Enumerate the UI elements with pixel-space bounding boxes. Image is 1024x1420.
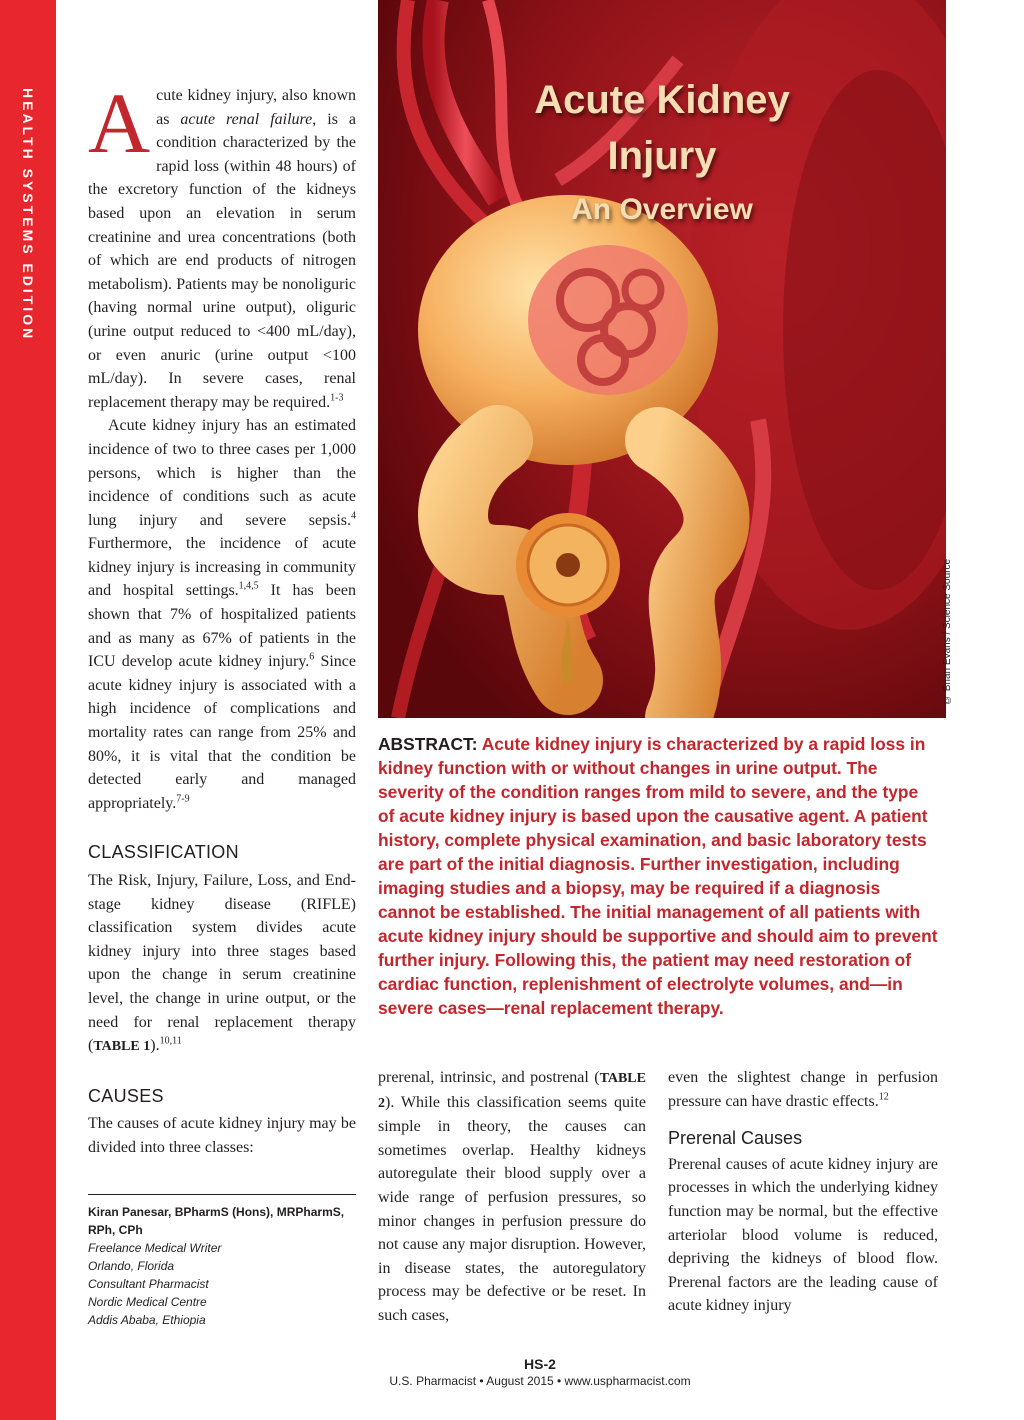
col3-paragraph-2: Prerenal causes of acute kidney injury are processes in which the underlying kidney function may be normal, but the effective arteriolar blood volume is reduced, depriving the kidneys of blood flow. Prerenal factors are the leading cause of acute kidney injury — [668, 1155, 938, 1315]
author-affiliation-line: Orlando, Florida — [88, 1259, 175, 1273]
sidebar-band — [0, 0, 56, 1420]
body-column-3 — [668, 1066, 938, 1318]
table-2-reference: TABLE 2 — [378, 1071, 646, 1111]
body-column-2 — [378, 1066, 646, 1328]
reference-superscript: 6 — [309, 651, 315, 663]
hero-title-line-2: Injury — [607, 134, 717, 178]
causes-heading: CAUSES — [88, 1085, 164, 1106]
author-name: Kiran Panesar, BPharmS (Hons), MRPharmS, RPh, CPh — [88, 1205, 345, 1237]
author-affiliation-line: Addis Ababa, Ethiopia — [88, 1313, 206, 1327]
causes-paragraph: The causes of acute kidney injury may be divided into three classes: — [88, 1115, 356, 1156]
intro-column — [88, 75, 357, 1160]
hero-title-line-1: Acute Kidney — [534, 78, 790, 122]
author-affiliation-line: Consultant Pharmacist — [88, 1277, 209, 1291]
author-affiliation-line: Nordic Medical Centre — [88, 1295, 207, 1309]
reference-superscript: 4 — [351, 510, 356, 522]
reference-superscript: 1-3 — [330, 392, 344, 404]
classification-paragraph: The Risk, Injury, Failure, Loss, and End-stage kidney disease (RIFLE) classification system divides acute kidney injury into three stages based upon the change in serum creatinine level, the change in urine output, or the need for renal replacement therapy (TABLE 1).$^{10,11}$ — [88, 872, 356, 1055]
abstract-label: ABSTRACT: — [378, 734, 478, 754]
col2-paragraph: prerenal, intrinsic, and postrenal (TABLE 2). While this classification seems quite simple in theory, the causes can sometimes overlap. Healthy kidneys autoregulate their blood supply over a wide range of perfusion pressures, so minor changes in perfusion pressure do not cause any major disruption. However, in disease states, the autoregulatory process may be defective or be reset. In such cases, — [378, 1069, 646, 1324]
photo-credit: © Brian Evans / Science Source — [942, 558, 953, 705]
abstract-text: Acute kidney injury is characterized by a rapid loss in kidney function with or without changes in urine output. The severity of the condition ranges from mild to severe, and the type of acute kidney injury is based upon the causative agent. A patient history, complete physical examination, and basic laboratory tests are part of the initial diagnosis. Further investigation, including imaging studies and a biopsy, may be required if a diagnosis cannot be established. The initial management of all patients with acute kidney injury should be supportive and should aim to prevent further injury. Following this, the patient may need restoration of cardiac function, replenishment of electrolyte volumes, and—in severe cases—renal replacement therapy. — [378, 734, 938, 1018]
intro-paragraph-1: Acute kidney injury, also known as acute renal failure, is a condition characterized by the rapid loss (within 48 hours) of the excretory function of the kidneys based upon an elevation in serum creatinine and urea concentrations (both of which are end products of nitrogen metabolism). Patients may be nonoliguric (having normal urine output), oliguric (urine output reduced to <400 mL/day), or even anuric (urine output <100 mL/day). In severe cases, renal replacement therapy may be required.$^{1-3}$ — [88, 75, 357, 411]
page-number: HS-2 — [524, 1356, 556, 1372]
edition-label: HEALTH SYSTEMS EDITION — [20, 88, 36, 342]
hero-subtitle: An Overview — [571, 193, 753, 226]
abstract — [378, 732, 938, 1020]
reference-superscript: 7-9 — [176, 793, 190, 805]
drop-cap: A — [88, 75, 151, 171]
intro-paragraph-2: Acute kidney injury has an estimated incidence of two to three cases per 1,000 persons, which is higher than the incidence of conditions such as acute lung injury and severe sepsis.$^4$ Furthermore, the incidence of acute kidney injury is increasing in community and hospital settings.$^{1,4,5}$ It has been shown that 7% of hospitalized patients and as many as 67% of patients in the ICU develop acute kidney injury.$^6$ Since acute kidney injury is associated with a high incidence of complications and mortality rates can range from 25% and 80%, it is vital that the condition be detected early and managed appropriately.$^{7-9}$ — [88, 417, 356, 812]
author-affiliation-line: Freelance Medical Writer — [88, 1241, 222, 1255]
reference-superscript: 12 — [878, 1091, 889, 1103]
col3-paragraph-1: even the slightest change in perfusion pressure can have drastic effects.$^{12}$ — [668, 1069, 938, 1110]
author-box — [88, 1194, 356, 1329]
hero-illustration — [378, 0, 946, 718]
classification-heading: CLASSIFICATION — [88, 842, 239, 863]
prerenal-causes-heading: Prerenal Causes — [668, 1128, 803, 1149]
footer-line: U.S. Pharmacist • August 2015 • www.uspharmacist.com — [389, 1374, 691, 1388]
reference-superscript: 10,11 — [159, 1035, 182, 1047]
reference-superscript: 1,4,5 — [238, 581, 259, 593]
table-1-reference: TABLE 1 — [93, 1039, 151, 1055]
